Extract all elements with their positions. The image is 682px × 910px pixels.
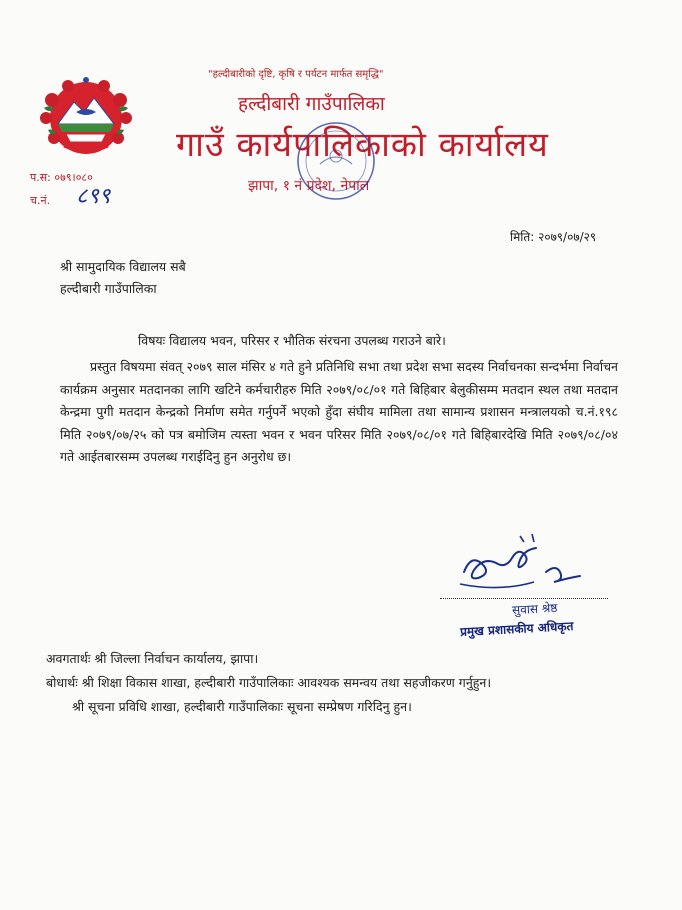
office-address: झापा, १ नं प्रदेश, नेपाल [248,178,370,194]
motto: "हल्दीबारीको दृष्टि, कृषि र पर्यटन मार्फत समृद्धि" [208,69,384,80]
chalani-number: ८९९ [76,184,111,209]
letter-subject: विषयः विद्यालय भवन, परिसर र भौतिक संरचना उपलब्ध गराउने बारे। [138,333,446,348]
cc-bodhartha: बोधार्थः श्री शिक्षा विकास शाखा, हल्दीबारी गाउँपालिकाः आवश्यक समन्वय तथा सहजीकरण गर्नुहुन। [46,675,492,690]
patra-sankhya: प.स: ०७९।०८० [30,171,93,184]
office-name: गाउँ कार्यपालिकाको कार्यालय [176,125,549,165]
signatory-name: सुवास श्रेष्ठ [511,600,558,618]
signatory-title: प्रमुख प्रशासकीय अधिकृत [459,619,574,639]
chalani-label: च.नं. [30,194,51,207]
letter-body: प्रस्तुत विषयमा संवत् २०७९ साल मंसिर ४ गते हुने प्रतिनिधि सभा तथा प्रदेश सभा सदस्य निर्वाचनका सन्दर्भमा निर्वाचन कार्यक्रम अनुसार मतदानका लागि खटिने कर्मचारीहरु मिति २०७९/०८/०१ गते बिहिबार बेलुकीसम्म मतदान स्थल तथा मतदान केन्द्रमा पुगी मतदान केन्द्रको निर्माण समेत गर्नुपर्ने भएको हुँदा संघीय मामिला तथा सामान्य प्रशासन मन्त्रालयको च.नं.१९८ मिति २०७९/०७/२५ को पत्र बमोजिम त्यस्ता भवन र भवन परिसर मिति २०७९/०८/०१ गते बिहिबारदेखि मिति २०७९/०८/०४ गते आईतबारसम्म उपलब्ध गराईदिनु हुन अनुरोध छ। [60,359,618,464]
nepal-emblem-logo [36,72,136,162]
signature-line [440,598,608,599]
cc-suchana: श्री सूचना प्रविधि शाखा, हल्दीबारी गाउँपालिकाः सूचना सम्प्रेषण गरिदिनु हुन। [72,699,412,714]
handwritten-signature [450,528,600,598]
letter-date: मिति: २०७९/०७/२९ [510,230,597,244]
organization-name: हल्दीबारी गाउँपालिका [238,93,385,115]
recipient-line-2: हल्दीबारी गाउँपालिका [60,281,157,296]
cc-avagat: अवगतार्थः श्री जिल्ला निर्वाचन कार्यालय, झापा। [46,651,259,666]
office-stamp [290,116,382,206]
recipient-line-1: श्री सामुदायिक विद्यालय सबै [60,259,186,274]
